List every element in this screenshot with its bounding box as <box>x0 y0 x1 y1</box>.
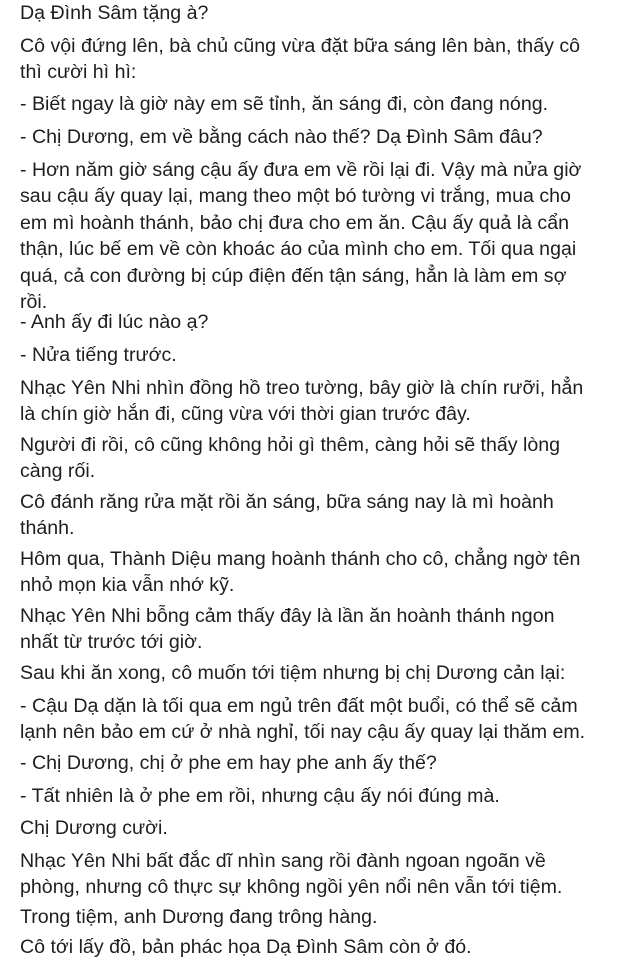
text-line: lạnh nên bảo em cứ ở nhà nghỉ, tối nay cậu ấy quay lại thăm em. <box>20 721 586 744</box>
paragraph <box>20 0 632 26</box>
text-line: thánh. <box>20 517 75 540</box>
paragraph <box>20 432 632 485</box>
text-line: nhỏ mọn kia vẫn nhớ kỹ. <box>20 574 235 597</box>
paragraph <box>20 934 632 960</box>
paragraph <box>20 848 632 901</box>
paragraph <box>20 815 632 841</box>
text-line: Trong tiệm, anh Dương đang trông hàng. <box>20 906 378 928</box>
paragraph <box>20 546 632 599</box>
text-line: rồi. <box>20 290 48 313</box>
text-line: thì cười hì hì: <box>20 61 137 84</box>
text-line: thận, lúc bế em về còn khoác áo của mình cho em. Tối qua ngại <box>20 238 577 261</box>
paragraph <box>20 603 632 656</box>
text-line: - Chị Dương, chị ở phe em hay phe anh ấy thế? <box>20 752 437 774</box>
text-line: Nhạc Yên Nhi bỗng cảm thấy đây là lần ăn hoành thánh ngon <box>20 605 555 627</box>
text-line: nhất từ trước tới giờ. <box>20 631 203 654</box>
text-line: Dạ Đình Sâm tặng à? <box>20 2 209 24</box>
text-line: - Hơn năm giờ sáng cậu ấy đưa em về rồi lại đi. Vậy mà nửa giờ <box>20 159 582 181</box>
paragraph <box>20 660 632 686</box>
paragraph <box>20 489 632 542</box>
paragraph <box>20 157 632 315</box>
paragraph <box>20 904 632 930</box>
text-line: càng rối. <box>20 460 96 483</box>
text-line: Nhạc Yên Nhi nhìn đồng hồ treo tường, bây giờ là chín rưỡi, hẳn <box>20 377 584 399</box>
paragraph <box>20 750 632 776</box>
text-line: - Cậu Dạ dặn là tối qua em ngủ trên đất một buổi, có thể sẽ cảm <box>20 695 578 717</box>
paragraph <box>20 783 632 809</box>
text-line: Chị Dương cười. <box>20 817 168 839</box>
text-line: Cô tới lấy đồ, bản phác họa Dạ Đình Sâm còn ở đó. <box>20 936 472 958</box>
text-line: - Chị Dương, em về bằng cách nào thế? Dạ Đình Sâm đâu? <box>20 126 543 148</box>
paragraph <box>20 309 632 335</box>
paragraph <box>20 375 632 428</box>
text-line: Hôm qua, Thành Diệu mang hoành thánh cho cô, chẳng ngờ tên <box>20 548 581 570</box>
text-line: Nhạc Yên Nhi bất đắc dĩ nhìn sang rồi đành ngoan ngoãn về <box>20 850 546 872</box>
text-line: - Biết ngay là giờ này em sẽ tỉnh, ăn sáng đi, còn đang nóng. <box>20 93 549 115</box>
paragraph <box>20 33 632 86</box>
paragraph <box>20 91 632 117</box>
text-line: Sau khi ăn xong, cô muốn tới tiệm nhưng bị chị Dương cản lại: <box>20 662 566 684</box>
text-line: là chín giờ hắn đi, cũng vừa với thời gian trước đây. <box>20 403 471 426</box>
text-line: quá, cả con đường bị cúp điện đến tận sáng, hẳn là làm em sợ <box>20 264 567 287</box>
text-line: em mì hoành thánh, bảo chị đưa cho em ăn. Cậu ấy quả là cẩn <box>20 211 570 234</box>
text-line: sau cậu ấy quay lại, mang theo một bó tường vi trắng, mua cho <box>20 185 571 208</box>
text-line: Cô vội đứng lên, bà chủ cũng vừa đặt bữa sáng lên bàn, thấy cô <box>20 35 581 57</box>
text-line: phòng, nhưng cô thực sự không ngồi yên nổi nên vẫn tới tiệm. <box>20 876 563 899</box>
paragraph <box>20 342 632 368</box>
paragraph <box>20 124 632 150</box>
text-line: - Anh ấy đi lúc nào ạ? <box>20 311 209 333</box>
paragraph <box>20 693 632 746</box>
text-line: - Tất nhiên là ở phe em rồi, nhưng cậu ấy nói đúng mà. <box>20 785 500 807</box>
document-body <box>20 0 632 960</box>
text-line: Cô đánh răng rửa mặt rồi ăn sáng, bữa sáng nay là mì hoành <box>20 491 554 513</box>
text-line: - Nửa tiếng trước. <box>20 344 177 366</box>
text-line: Người đi rồi, cô cũng không hỏi gì thêm, càng hỏi sẽ thấy lòng <box>20 434 561 456</box>
